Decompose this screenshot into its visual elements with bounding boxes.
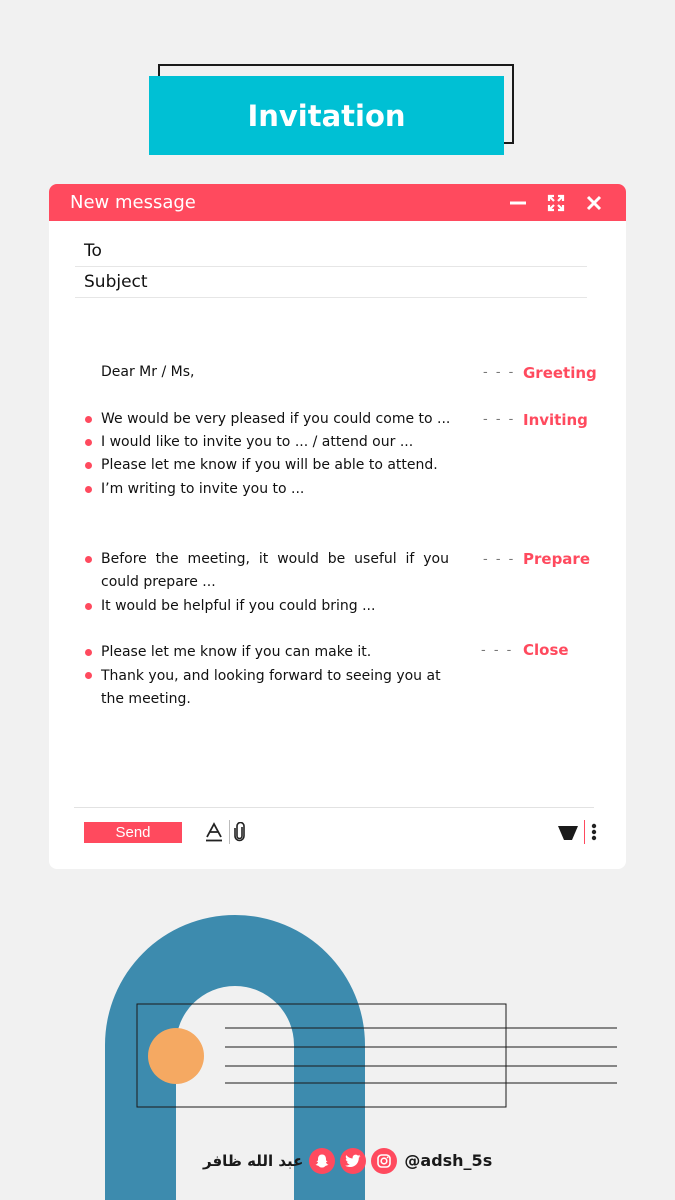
- to-label: To: [84, 241, 102, 261]
- expand-icon[interactable]: [546, 193, 566, 213]
- bullet: [85, 462, 92, 469]
- page-title: Invitation: [149, 76, 504, 155]
- prepare-dash: - - -: [483, 552, 516, 567]
- more-options-icon[interactable]: [591, 823, 597, 841]
- list-item-continuation: could prepare ...: [101, 574, 216, 590]
- compose-window: [49, 184, 626, 869]
- bullet: [85, 556, 92, 563]
- list-item: Please let me know if you can make it.: [101, 644, 372, 660]
- toolbar-divider: [584, 820, 585, 844]
- bullet: [85, 672, 92, 679]
- list-item: I’m writing to invite you to ...: [101, 481, 305, 497]
- subject-label: Subject: [84, 272, 148, 292]
- to-field[interactable]: [75, 236, 587, 267]
- minimize-icon[interactable]: [508, 193, 528, 213]
- bullet: [85, 603, 92, 610]
- greeting-dash: - - -: [483, 365, 516, 380]
- greeting-text: Dear Mr / Ms,: [101, 364, 195, 380]
- delete-icon[interactable]: [557, 825, 579, 841]
- list-item: Before the meeting, it would be useful if you: [101, 551, 449, 567]
- bullet: [85, 486, 92, 493]
- footer-divider: [74, 807, 594, 808]
- window-header: [49, 184, 626, 221]
- toolbar-divider: [229, 820, 230, 844]
- inviting-tag: Inviting: [523, 411, 588, 429]
- list-item: I would like to invite you to ... / attend our ...: [101, 434, 414, 450]
- send-button[interactable]: Send: [84, 822, 182, 843]
- attachment-icon[interactable]: [233, 822, 247, 842]
- bullet: [85, 649, 92, 656]
- bullet: [85, 439, 92, 446]
- author-name: عبد الله ظافر: [203, 1151, 304, 1170]
- inviting-dash: - - -: [483, 412, 516, 427]
- list-item-continuation: the meeting.: [101, 691, 191, 707]
- instagram-icon[interactable]: [371, 1148, 397, 1174]
- list-item: We would be very pleased if you could come to ...: [101, 411, 451, 427]
- list-item: It would be helpful if you could bring ...: [101, 598, 376, 614]
- snapchat-icon[interactable]: [309, 1148, 335, 1174]
- window-title: New message: [70, 192, 196, 213]
- social-handle: @adsh_5s: [404, 1151, 493, 1170]
- close-icon[interactable]: [584, 193, 604, 213]
- close-dash: - - -: [481, 643, 514, 658]
- close-tag: Close: [523, 641, 569, 659]
- list-item: Please let me know if you will be able to attend.: [101, 457, 438, 473]
- bullet: [85, 416, 92, 423]
- social-bar: [203, 1147, 492, 1174]
- subject-field[interactable]: [75, 267, 587, 298]
- greeting-tag: Greeting: [523, 364, 597, 382]
- twitter-icon[interactable]: [340, 1148, 366, 1174]
- text-format-icon[interactable]: [204, 822, 224, 842]
- prepare-tag: Prepare: [523, 550, 590, 568]
- list-item: Thank you, and looking forward to seeing you at: [101, 668, 441, 684]
